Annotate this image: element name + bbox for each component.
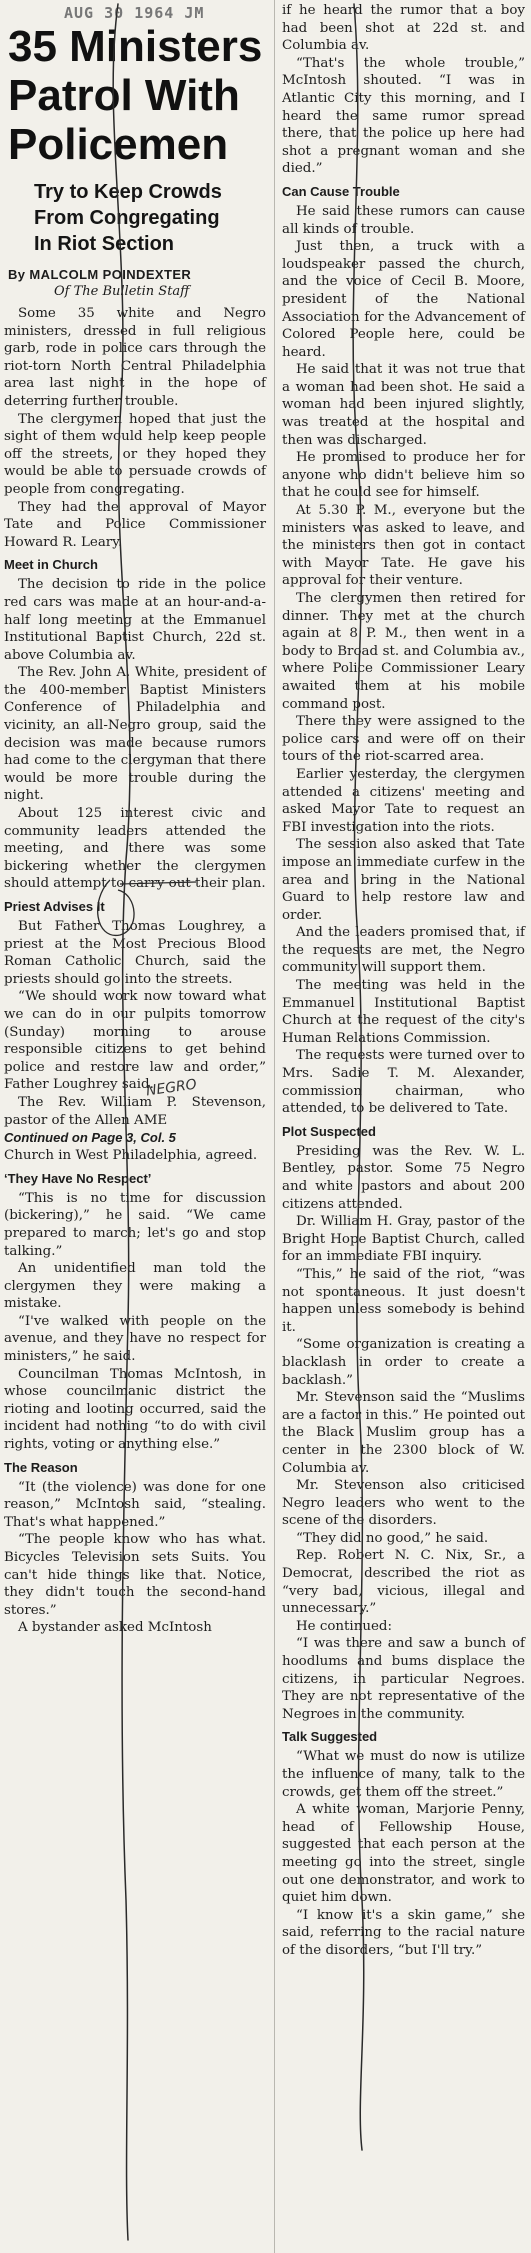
article-paragraph: Some 35 white and Negro ministers, dressed in full religious garb, rode in police cars through the riot-torn North Central Philadelphia area last night in the hope of deterring further trouble. [4,306,266,409]
deck-line-3: In Riot Section [34,233,174,255]
article-paragraph: The Rev. John A. White, president of the 400-member Baptist Ministers Conference of Philadelphia and vicinity, an all-Negro group, said the decision was made because rumors had come to the clergyman that there would be more trouble during the night. [4,665,266,804]
article-paragraph: Church in West Philadelphia, agreed. [4,1148,258,1164]
article-paragraph: At 5.30 P. M., everyone but the ministers was asked to leave, and the ministers then got in contact with Mayor Tate. He gave his approval for their venture. [282,503,525,589]
article-paragraph: Just then, a truck with a loudspeaker passed the church, and the voice of Cecil B. Moore, president of the National Association for the Advancement of Colored People here, could be heard. [282,239,525,360]
article-paragraph: “It (the violence) was done for one reason,” McIntosh said, “stealing. That's what happened.” [4,1479,266,1530]
article-paragraph: “That's the whole trouble,” McIntosh shouted. “I was in Atlantic City this morning, and I heard the same rumor spread there, that the police up here had shot a pregnant woman and she died.” [282,55,525,177]
section-heading: Talk Suggested [282,1729,378,1745]
article-paragraph: They had the approval of Mayor Tate and Police Commissioner Howard R. Leary. [4,499,266,550]
article-paragraph: The Rev. William P. Stevenson, pastor of the Allen AME [4,1094,266,1128]
byline: By MALCOLM POINDEXTER [8,267,192,282]
article-paragraph: “I was there and saw a bunch of hoodlums and bums displace the citizens, in particular Negroes. They are not representative of the Negroes in the community. [282,1636,525,1722]
handwritten-note: NEGRO [145,1076,198,1100]
right-column [276,0,529,1960]
article-paragraph: He said these rumors can cause all kinds of trouble. [282,203,525,237]
headline [8,22,266,169]
article-paragraph: About 125 interest civic and community leaders attended the meeting, and there was some bickering whether the clergymen should attempt to carry out their plan. [4,806,266,892]
article-paragraph: An unidentified man told the clergymen they were making a mistake. [4,1261,266,1312]
headline-line-1: 35 Ministers [8,22,263,71]
article-paragraph: if he heard the rumor that a boy had been shot at 22d st. and Columbia av. [282,3,525,54]
article-paragraph: But Father Thomas Loughrey, a priest at the Most Precious Blood Roman Catholic Church, said the priests should go into the streets. [4,919,266,987]
article-paragraph: “This,” he said of the riot, “was not spontaneous. It just doesn't happen unless somebody is behind it. [282,1266,525,1335]
article-paragraph: A bystander asked McIntosh [18,1620,212,1636]
article-paragraph: He promised to produce her for anyone who didn't believe him so that he could see for himself. [282,450,525,501]
article-paragraph: “We should work now toward what we can do in our pulpits tomorrow (Sunday) morning to arouse responsible citizens to get behind police and restore law and order,” Father Loughrey said. [4,989,266,1093]
article-paragraph: He said that it was not true that a woman had been shot. He said a woman had been injured slightly, was treated at the hospital and then was discharged. [282,362,525,448]
section-heading: Plot Suspected [282,1123,376,1139]
article-paragraph: Earlier yesterday, the clergymen attended a citizens' meeting and asked Mayor Tate to request an FBI investigation into the riots. [282,766,525,835]
article-paragraph: And the leaders promised that, if the requests are met, the Negro community will support them. [282,925,525,976]
article-paragraph: The session also asked that Tate impose an immediate curfew in the area and bring in the National Guard to help restore law and order. [282,837,525,923]
article-paragraph: The decision to ride in the police red cars was made at an hour-and-a-half long meeting at the Emmanuel Institutional Baptist Church, 22d st. above Columbia av. [4,577,266,663]
article-paragraph: The requests were turned over to Mrs. Sadie T. M. Alexander, commission chairman, who attended, to be delivered to Tate. [282,1048,525,1117]
deck-line-1: Try to Keep Crowds [34,181,222,203]
headline-line-3: Policemen [8,120,229,169]
left-column [0,0,272,1637]
date-stamp: AUG 30 1964 JM [64,4,205,22]
article-paragraph: “The people know who has what. Bicycles Television sets Suits. You can't hide things like that. Notice, they didn't touch the second-hand stores.” [4,1532,266,1618]
section-heading: Priest Advises It [4,899,105,914]
article-paragraph: Presiding was the Rev. W. L. Bentley, pastor. Some 75 Negro and white pastors and about 200 citizens attended. [282,1143,525,1212]
section-heading: ‘They Have No Respect’ [4,1170,152,1186]
article-paragraph: Dr. William H. Gray, pastor of the Bright Hope Baptist Church, called for an immediate FBI inquiry. [282,1214,525,1265]
article-paragraph: Councilman Thomas McIntosh, in whose councilmanic district the rioting and looting occurred, said the incident had nothing “to do with civil rights, voting or anything else.” [4,1366,266,1453]
article-paragraph: “What we must do now is utilize the influence of many, talk to the crowds, get them off the street.” [282,1749,525,1800]
article-paragraph: “I've walked with people on the avenue, and they have no respect for ministers,” he said. [4,1313,266,1365]
continued-notice: Continued on Page 3, Col. 5 [4,1130,176,1146]
headline-line-2: Patrol With [8,71,240,120]
column-divider [274,0,275,2253]
article-paragraph: There they were assigned to the police cars and were off on their tours of the riot-scarred area. [282,714,525,765]
subheadline [34,179,266,257]
article-paragraph: “Some organization is creating a blacklash in order to create a backlash.” [282,1337,525,1388]
article-paragraph: Mr. Stevenson also criticised Negro leaders who went to the scene of the disorders. [282,1478,525,1529]
article-paragraph: The clergymen then retired for dinner. They met at the church again at 8 P. M., then went in a body to Broad st. and Columbia av., where Police Commissioner Leary awaited them at his mobile command post. [282,591,525,712]
article-paragraph: Mr. Stevenson said the “Muslims are a factor in this.” He pointed out the Black Muslim group has a center in the 2300 block of W. Columbia av. [282,1390,525,1476]
article-paragraph: “They did no good,” he said. [296,1530,489,1546]
article-paragraph: A white woman, Marjorie Penny, head of Fellowship House, suggested that each person at the meeting go into the street, single out one demonstrator, and work to quiet him down. [282,1802,525,1906]
article-paragraph: He continued: [296,1618,392,1634]
section-heading: The Reason [4,1459,78,1475]
article-paragraph: “This is no time for discussion (bickering),” he said. “We came prepared to march; let's go and stop talking.” [4,1190,266,1259]
article-paragraph: The meeting was held in the Emmanuel Institutional Baptist Church at the request of the city's Human Relations Commission. [282,978,525,1046]
staff-line: Of The Bulletin Staff [54,284,190,299]
article-paragraph: “I know it's a skin game,” she said, referring to the racial nature of the disorders, “but I'll try.” [282,1907,525,1958]
section-heading: Meet in Church [4,557,98,573]
deck-line-2: From Congregating [34,207,220,229]
article-paragraph: The clergymen hoped that just the sight of them would help keep people off the streets, or they hoped they would be able to persuade crowds of people from congregating. [4,411,266,497]
section-heading: Can Cause Trouble [282,183,400,199]
article-paragraph: Rep. Robert N. C. Nix, Sr., a Democrat, described the riot as “very bad, vicious, illegal and unnecessary.” [282,1548,525,1617]
